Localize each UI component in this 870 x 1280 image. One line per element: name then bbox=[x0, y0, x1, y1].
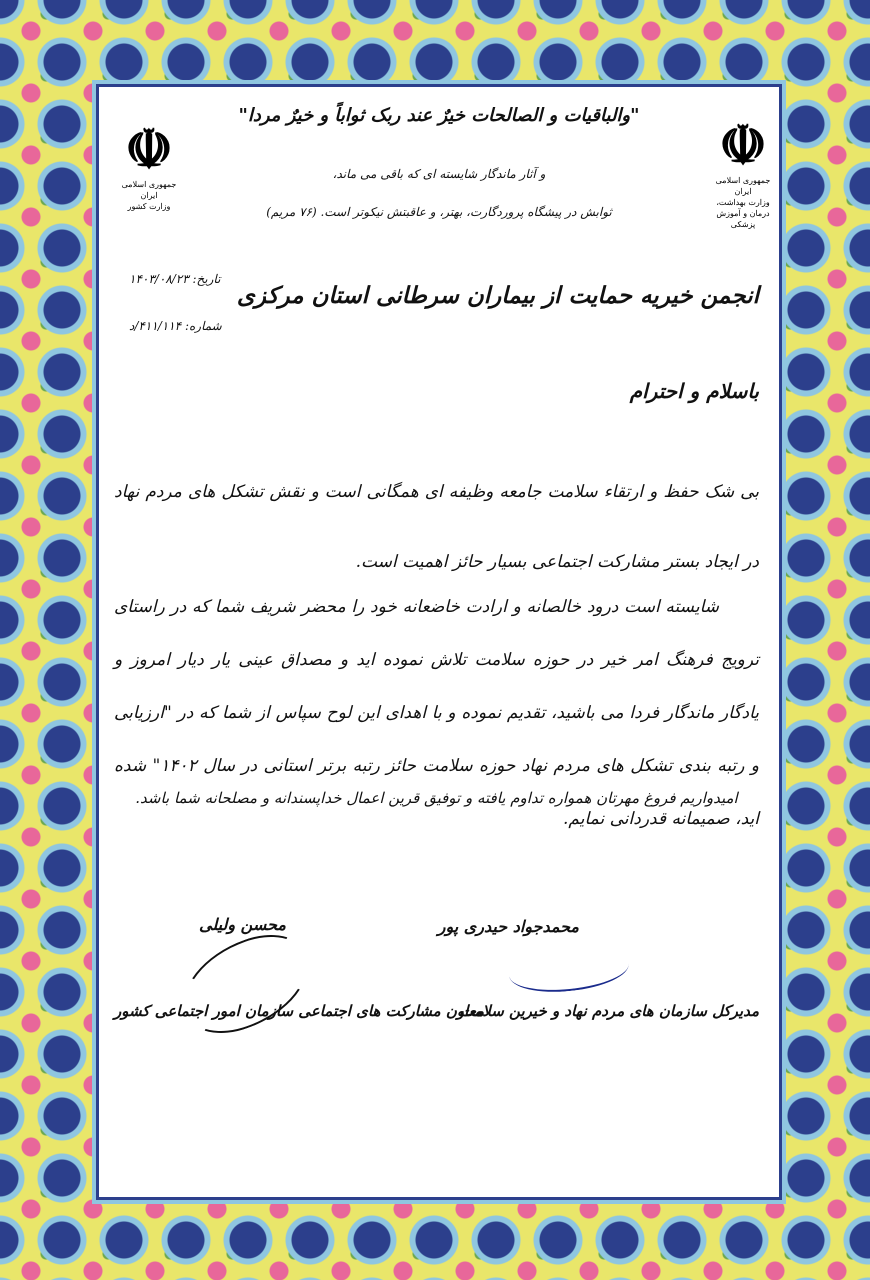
emblem-caption: وزارت کشور bbox=[127, 202, 171, 211]
number-field: شماره: ۴۱۱/۱۱۴/د bbox=[129, 319, 222, 333]
signatory-title: مدیرکل سازمان های مردم نهاد و خیرین سلامت bbox=[459, 1002, 759, 1020]
signatory-name: محمدجواد حیدری پور bbox=[437, 917, 579, 936]
certificate-body bbox=[96, 84, 782, 1200]
emblem-caption: جمهوری اسلامی ایران bbox=[121, 180, 177, 200]
emblem-caption: جمهوری اسلامی ایران bbox=[715, 176, 771, 196]
paragraph-3: امیدواریم فروغ مهرتان همواره تداوم یافته و توفیق قرین اعمال خداپسندانه و مصلحانه شما باشد. bbox=[135, 789, 738, 807]
ministry-interior-emblem bbox=[117, 119, 181, 212]
greeting: باسلام و احترام bbox=[629, 379, 759, 403]
signatory-name: محسن ولیلی bbox=[199, 915, 286, 934]
verse-translation-1: و آثار ماندگار شایسته ای که باقی می ماند، bbox=[332, 167, 546, 181]
iran-emblem-icon: ☫ bbox=[718, 113, 768, 177]
signature-mark bbox=[169, 922, 324, 1047]
verse-heading: "والباقیات و الصالحات خیرٌ عند ربک ثواباً و خیرٌ مردا" bbox=[238, 105, 640, 126]
date-field: تاریخ: ۱۴۰۳/۰۸/۲۳ bbox=[129, 272, 221, 286]
paragraph-1: بی شک حفظ و ارتقاء سلامت جامعه وظیفه ای همگانی است و نقش تشکل های مردم نهاد در ایجاد بستر مشارکت اجتماعی بسیار حائز اهمیت است. bbox=[114, 482, 759, 572]
paragraph-2: شایسته است درود خالصانه و ارادت خاضعانه خود را محضر شریف شما که در راستای ترویج فرهنگ امر خیر در حوزه سلامت تلاش نموده اید و مصداق عینی یار دیار امروز و یادگار ماندگار فردا می باشید، تقدیم نموده و با اهدای این لوح سپاس از شما که در "ارزیابی و رتبه بندی تشکل های مردم نهاد حوزه سلامت حائز رتبه برتر استانی در سال ۱۴۰۲" شده اید، صمیمانه قدردانی نمایم. bbox=[114, 597, 759, 829]
signatory-title: معاون مشارکت های اجتماعی سازمان امور اجتماعی کشور bbox=[114, 1002, 485, 1020]
recipient: انجمن خیریه حمایت از بیماران سرطانی استان مرکزی bbox=[236, 282, 759, 309]
signature-mark bbox=[507, 943, 631, 997]
verse-translation-2: ثوابش در پیشگاه پروردگارت، بهتر، و عاقبتش نیکوتر است. (۷۶ مریم) bbox=[266, 205, 612, 219]
emblem-caption: وزارت بهداشت، درمان و آموزش پزشکی bbox=[716, 198, 770, 229]
iran-emblem-icon: ☫ bbox=[124, 117, 174, 181]
